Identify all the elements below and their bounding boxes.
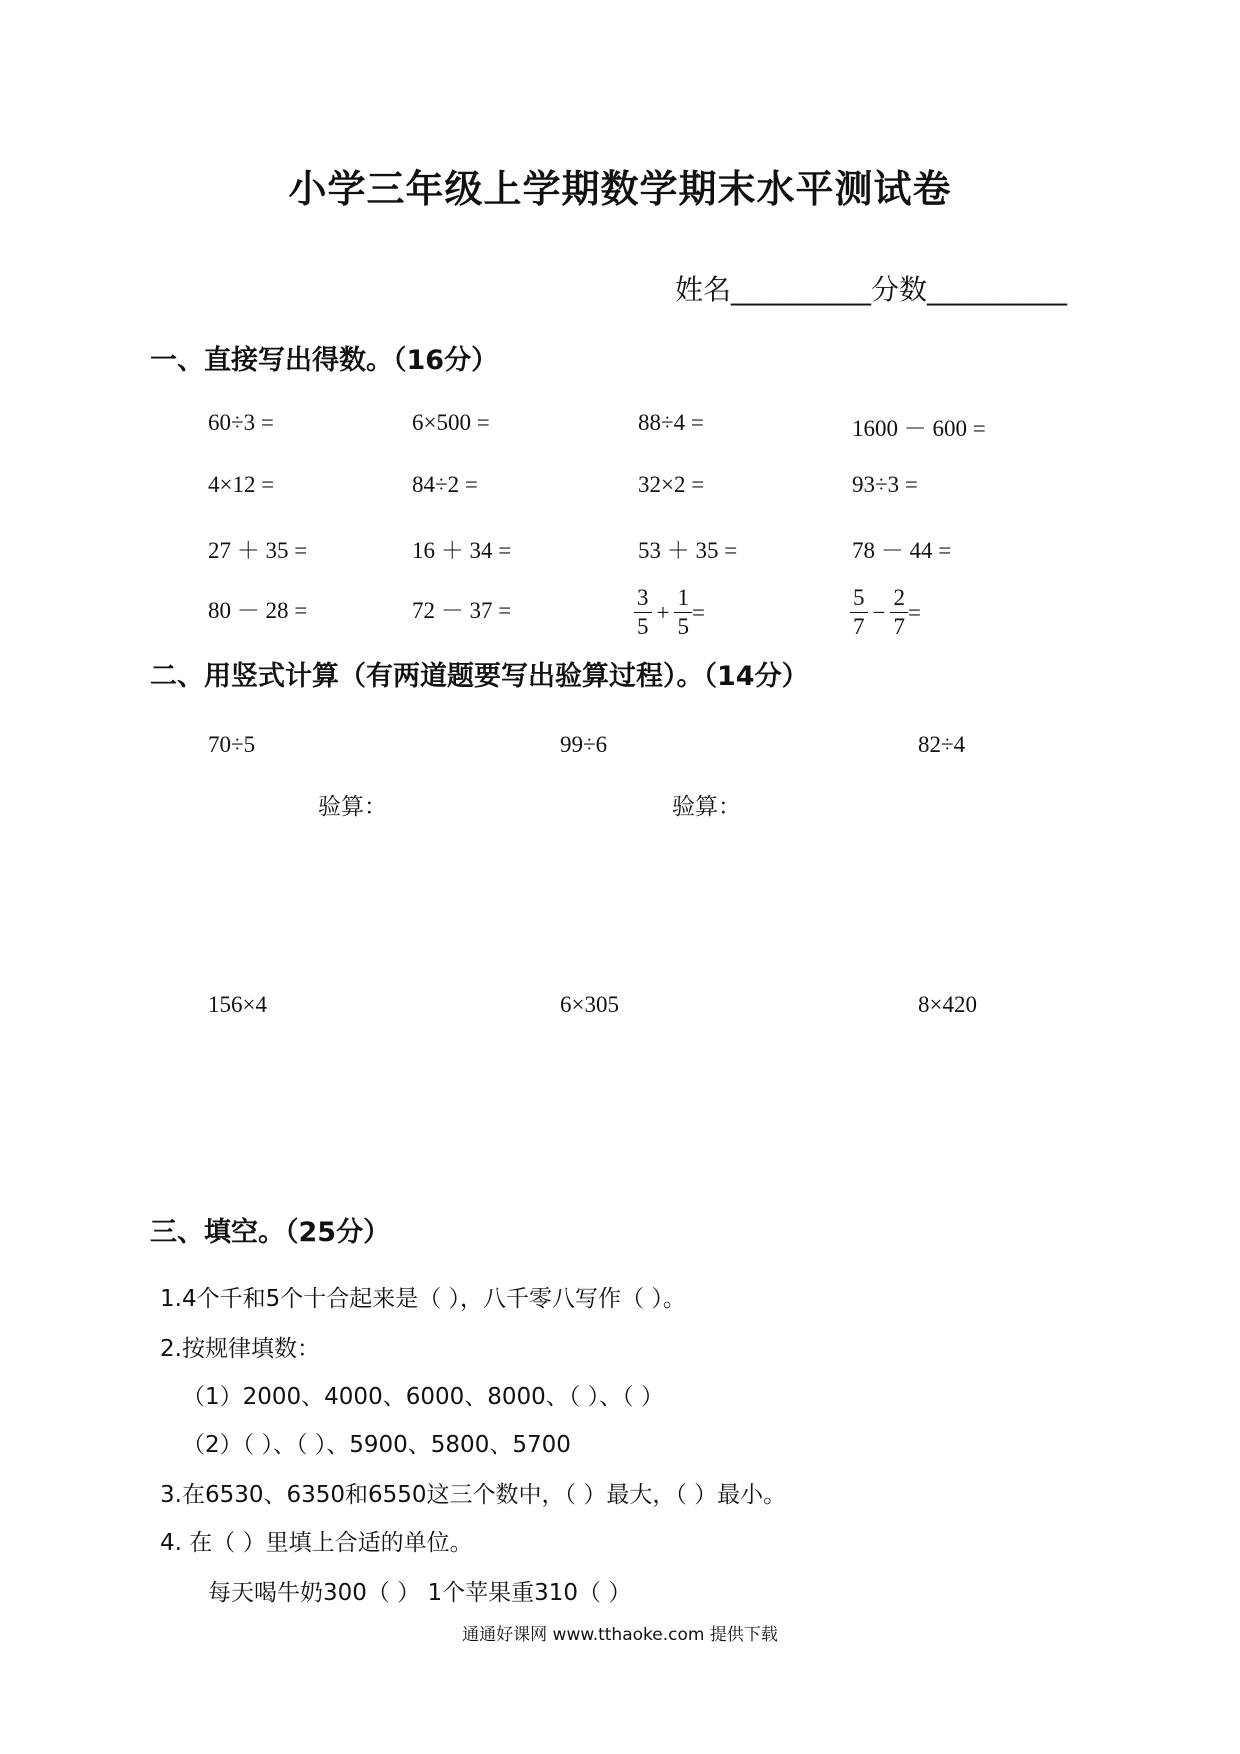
fill-question-4: 4. 在（ ）里填上合适的单位。 [160,1530,473,1556]
calc-item: 1600 － 600 = [852,416,986,441]
fill-question-4-items: 每天喝牛奶300（ ） 1个苹果重310（ ） [208,1580,632,1606]
calc-item: 16 ＋ 34 = [412,538,512,563]
fraction [850,584,868,641]
fill-question-2: 2.按规律填数： [160,1336,320,1362]
fill-question-2-1: （1）2000、4000、6000、8000、（ ）、（ ） [182,1384,664,1410]
numerator: 1 [674,584,692,613]
fraction-calc-item [634,584,705,641]
calc-item: 80 － 28 = [208,598,308,623]
operator: − [872,599,886,625]
verify-label: 验算： [318,794,387,820]
page-title: 小学三年级上学期数学期末水平测试卷 [288,167,952,211]
vertical-calc-item: 82÷4 [918,732,966,757]
equals-sign: = [907,599,921,625]
calc-item: 27 ＋ 35 = [208,538,308,563]
fraction-calc-item [850,584,921,641]
calc-item: 32×2 = [638,472,705,497]
fill-question-2-2: （2）（ ）、（ ）、5900、5800、5700 [182,1432,571,1458]
fraction [634,584,652,641]
vertical-calc-item: 8×420 [918,992,977,1017]
fraction [674,584,692,641]
calc-item: 93÷3 = [852,472,918,497]
vertical-calc-item: 156×4 [208,992,267,1017]
denominator: 5 [677,614,689,639]
section2-heading: 二、用竖式计算（有两道题要写出验算过程）。（14分） [150,661,809,692]
section3-heading: 三、填空。（25分） [150,1217,391,1248]
vertical-calc-item: 70÷5 [208,732,256,757]
section1-heading: 一、直接写出得数。（16分） [150,345,499,376]
numerator: 2 [890,584,908,613]
calc-item: 6×500 = [412,410,490,435]
footer-credit: 通通好课网 www.tthaoke.com 提供下载 [462,1625,778,1645]
numerator: 3 [634,584,652,613]
fill-question-3: 3.在6530、6350和6550这三个数中，（ ）最大，（ ）最小。 [160,1482,787,1508]
operator: + [656,599,670,625]
vertical-calc-item: 6×305 [560,992,619,1017]
verify-label: 验算： [672,794,741,820]
vertical-calc-item: 99÷6 [560,732,608,757]
calc-item: 84÷2 = [412,472,478,497]
equals-sign: = [691,599,705,625]
denominator: 5 [637,614,649,639]
numerator: 5 [850,584,868,613]
calc-item: 4×12 = [208,472,275,497]
calc-item: 53 ＋ 35 = [638,538,738,563]
denominator: 7 [853,614,865,639]
calc-item: 78 － 44 = [852,538,952,563]
denominator: 7 [893,614,905,639]
fill-question-1: 1.4个千和5个十合起来是（ ），八千零八写作（ ）。 [160,1286,686,1312]
calc-item: 60÷3 = [208,410,274,435]
fraction [890,584,908,641]
name-score-line: 姓名__________分数__________ [675,273,1068,306]
calc-item: 72 － 37 = [412,598,512,623]
calc-item: 88÷4 = [638,410,704,435]
